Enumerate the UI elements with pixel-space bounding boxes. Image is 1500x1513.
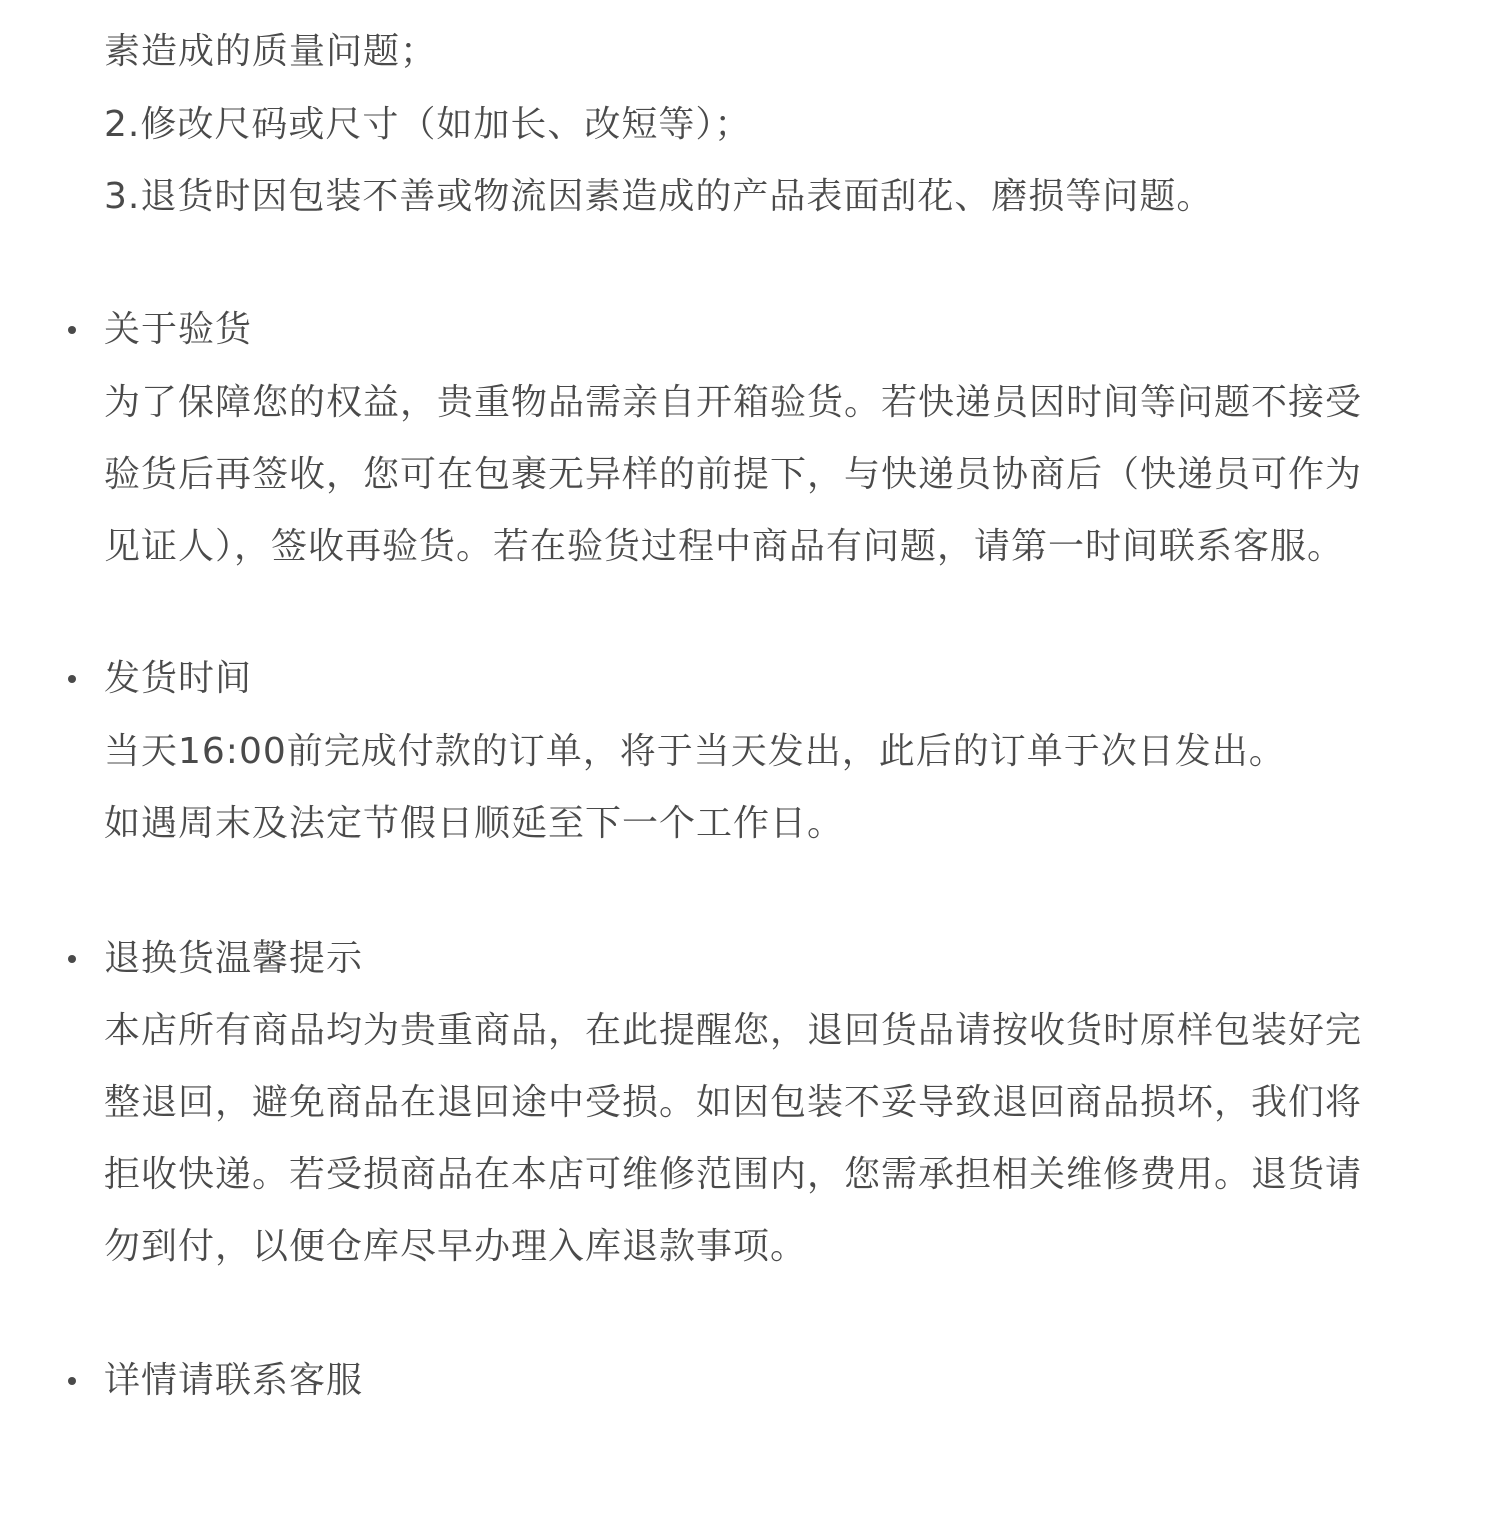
section-heading-shipping: 发货时间 (104, 658, 253, 699)
shipping-line-1: 当天16:00前完成付款的订单，将于当天发出，此后的订单于次日发出。 (104, 731, 1286, 772)
shipping-line-2: 如遇周末及法定节假日顺延至下一个工作日。 (104, 803, 845, 844)
inspection-line-1: 为了保障您的权益，贵重物品需亲自开箱验货。若快递员因时间等问题不接受 (104, 382, 1363, 423)
returns-line-4: 勿到付，以便仓库尽早办理入库退款事项。 (104, 1226, 808, 1267)
intro-line-3: 3.退货时因包装不善或物流因素造成的产品表面刮花、磨损等问题。 (104, 176, 1214, 217)
bullet-icon (68, 955, 76, 963)
returns-line-3: 拒收快递。若受损商品在本店可维修范围内，您需承担相关维修费用。退货请 (104, 1154, 1363, 1195)
bullet-icon (68, 675, 76, 683)
section-heading-returns: 退换货温馨提示 (104, 938, 364, 979)
bullet-icon (68, 1377, 76, 1385)
returns-line-1: 本店所有商品均为贵重商品，在此提醒您，退回货品请按收货时原样包装好完 (104, 1010, 1363, 1051)
intro-line-2: 2.修改尺码或尺寸（如加长、改短等）； (104, 104, 752, 145)
section-heading-contact: 详情请联系客服 (104, 1360, 364, 1401)
inspection-line-2: 验货后再签收，您可在包裹无异样的前提下，与快递员协商后（快递员可作为 (104, 454, 1363, 495)
inspection-line-3: 见证人），签收再验货。若在验货过程中商品有问题，请第一时间联系客服。 (104, 526, 1345, 567)
section-heading-inspection: 关于验货 (104, 309, 253, 350)
returns-line-2: 整退回，避免商品在退回途中受损。如因包装不妥导致退回商品损坏，我们将 (104, 1082, 1363, 1123)
intro-line-1: 素造成的质量问题； (104, 31, 438, 72)
bullet-icon (68, 326, 76, 334)
